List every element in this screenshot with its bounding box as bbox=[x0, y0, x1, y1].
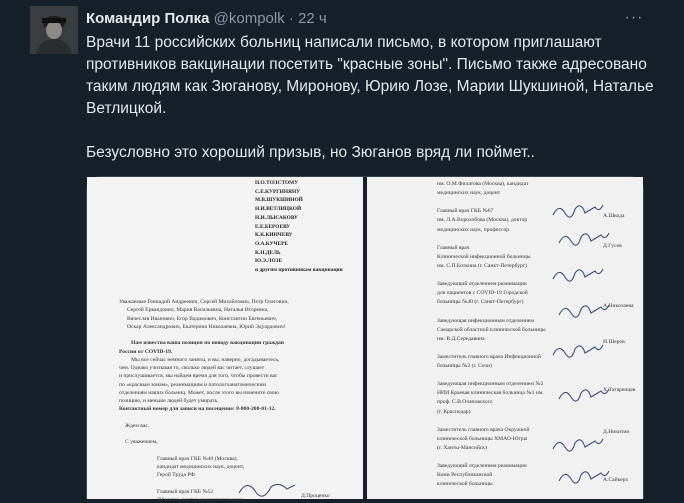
signer-title-line: Клинической инфекционной больницы bbox=[437, 253, 531, 260]
signer-title-line: Главный врач bbox=[437, 244, 470, 251]
author-avatar[interactable] bbox=[30, 6, 78, 54]
signer-title-line: клинической больницы ХМАО-Югры bbox=[437, 435, 528, 442]
tweet-header bbox=[86, 9, 327, 29]
signer-title-line: Коми Республиканской bbox=[437, 472, 493, 479]
letter-line: С уважением, bbox=[125, 439, 158, 446]
signer-title-line: Главный врач ГКБ №67 bbox=[437, 208, 494, 215]
letter-line: по «красным зонам», реанимациям и патологоанатомическим bbox=[119, 381, 266, 388]
signature-image bbox=[237, 477, 297, 499]
signature-stroke bbox=[559, 305, 609, 317]
signer-name: Д.Никитин bbox=[603, 429, 630, 435]
avatar-photo bbox=[30, 6, 78, 54]
letter-page-left[interactable] bbox=[87, 177, 363, 503]
signer-name: А.Сайкерх bbox=[603, 477, 629, 483]
signer-title-line: Заведующий отделением реанимации bbox=[437, 281, 527, 288]
signer-name: Х.Татаренцев bbox=[603, 387, 636, 393]
letter-line: Уважаемые Геннадий Андреевич, Сергей Михайлович, Петр Олегович, bbox=[119, 299, 289, 305]
signature-stroke bbox=[559, 233, 609, 245]
signer-name: Д.Проценко bbox=[301, 493, 330, 499]
tweet-timestamp[interactable]: 22 ч bbox=[298, 10, 327, 27]
addressee: О.А.КУЧЕРЕ bbox=[255, 240, 288, 247]
addressee-list bbox=[255, 179, 343, 275]
signature-stroke bbox=[553, 439, 603, 451]
author-name[interactable]: Командир Полка bbox=[86, 10, 210, 27]
addressee: М.В.ШУКШИНОЙ bbox=[255, 197, 303, 204]
signature-stroke bbox=[559, 389, 609, 401]
addressee: К.К.КИНЧЕВУ bbox=[255, 232, 293, 239]
signer-title-line: им. В.Д.Середавина bbox=[437, 335, 485, 342]
signature-stroke bbox=[553, 269, 603, 281]
letter-line: Контактный номер для записи на посещение: 8-800-200-01-12. bbox=[119, 406, 276, 413]
signer-title-line: (г. Краснодар) bbox=[437, 408, 471, 415]
signer-title-line: Самарской областной клинической больницы bbox=[437, 326, 546, 333]
letter-line: Мы все сейчас немного заняты, и вы, наверно, догадываетесь, bbox=[131, 356, 280, 363]
signature-images bbox=[367, 177, 643, 499]
letter-line: Нам известна ваша позиция по поводу вакцинации граждан bbox=[131, 340, 285, 347]
separator-dot: · bbox=[288, 10, 294, 27]
letter-line: Главный врач ГКБ №40 (Москва), bbox=[157, 455, 238, 462]
addressee: Н.И.ЛЫСАКОВУ bbox=[255, 214, 298, 221]
tweet-text bbox=[86, 32, 666, 164]
signer-title-line: НИИ Краевая клиническая больница №1 им. bbox=[437, 390, 544, 397]
letter-line: позицию, и меньше людей будет умирать. bbox=[119, 398, 219, 404]
letter-line: Оскар Александрович, Екатерина Николаевна, Юрий Эдуардович! bbox=[127, 323, 286, 330]
addressee: и другим противникам вакцинации bbox=[255, 267, 343, 274]
signer-name: И.Шеров bbox=[603, 339, 625, 345]
signer-title-line: медицинских наук, доцент bbox=[437, 190, 501, 197]
signer-title-line: для пациентов с COVID-19 Городской bbox=[437, 290, 528, 297]
letter-line: кандидат медицинских наук, доцент, bbox=[157, 464, 245, 470]
tweet-paragraph-1: Врачи 11 российских больниц написали письмо, в котором приглашают противников вакцинации посетить "красные зоны". Письмо также адресовано таким людям как Зюганову, Миронову, Юрию Лозе, Марии Шукшиной, Наталье Ветлицкой. bbox=[86, 34, 654, 117]
addressee: П.О.ТОЛСТОМУ bbox=[255, 180, 299, 186]
signer-title-line: Заместитель главного врача Окружной bbox=[437, 426, 530, 433]
letter-line: Ждем вас. bbox=[125, 422, 150, 429]
more-dots-icon[interactable]: ··· bbox=[624, 9, 644, 26]
signer-name: Д.Гусев bbox=[603, 243, 622, 249]
signature-stroke bbox=[553, 345, 603, 357]
signer-title-line: Заведующая инфекционным отделением bbox=[437, 317, 534, 324]
signer-title-line: больницы №2 (г. Сочи) bbox=[437, 363, 492, 369]
letter-line: (Москва), доктор медицинских наук, bbox=[157, 497, 245, 503]
signer-title-line: Заведующий отделением реанимации bbox=[437, 463, 527, 470]
signer-title-line: им. Л.А.Ворохобова (Москва), доктор bbox=[437, 217, 528, 224]
addressee: Е.Е.БЕРОЕВУ bbox=[255, 223, 291, 230]
signer-title-line: медицинских наук, профессор bbox=[437, 226, 510, 233]
signer-title-line: Заведующая инфекционным отделением №2 bbox=[437, 381, 544, 388]
signature-stroke bbox=[559, 471, 609, 483]
addressee: Н.И.ВЕТЛИЦКОЙ bbox=[255, 206, 302, 213]
letter-line: Герой Труда РФ bbox=[157, 472, 195, 479]
letter-line: Вячеслав Иванович, Егор Вадимович, Константин Евгеньевич, bbox=[127, 315, 278, 322]
letter-line: Сергей Ервандович, Мария Васильевна, Наталья Игоревна, bbox=[127, 307, 269, 314]
letter-line: и прислушивается, мы найдем время для того, чтобы провести вас bbox=[119, 373, 278, 380]
signer-title-line: им. О.М.Филатова (Москва), кандидат bbox=[437, 181, 529, 187]
signer-title-line: им. С.П.Боткина (г. Санкт-Петербург) bbox=[437, 262, 527, 269]
letter-page-right[interactable] bbox=[367, 177, 643, 499]
signer-title-line: (г. Ханты-Мансийск) bbox=[437, 444, 487, 451]
signer-title-line: больницы №40 (г. Санкт-Петербург) bbox=[437, 299, 524, 306]
signature-stroke bbox=[553, 205, 603, 217]
addressee: С.Е.КУРГИНЯНУ bbox=[255, 188, 301, 195]
signer-title-line: проф. С.В.Очаповского bbox=[437, 399, 493, 406]
signer-name: А.Шкода bbox=[603, 213, 625, 219]
signer-title-line: клинической больницы bbox=[437, 481, 493, 488]
letter-line: России от COVID-19. bbox=[119, 348, 173, 355]
addressee: К.Н.ДЕЛЬ bbox=[255, 249, 281, 256]
tweet-paragraph-2: Безусловно это хороший призыв, но Зюганов вряд ли поймет.. bbox=[86, 144, 535, 161]
signer-name: А.Николаева bbox=[603, 303, 634, 309]
signer-title-line: Заместитель главного врача Инфекционной bbox=[437, 353, 541, 360]
author-handle[interactable]: @kompolk bbox=[213, 10, 285, 27]
letter-line: отделениям наших больниц. Может, после этого вы измените свою bbox=[119, 389, 279, 396]
letter-line: чем. Однако учитывая то, сколько людей вас читает, слушает bbox=[119, 365, 265, 371]
letter-line: Главный врач ГКБ №52 bbox=[157, 488, 214, 495]
tweet-media[interactable] bbox=[86, 176, 644, 503]
addressee: Ю.Э.ЛОЗЕ bbox=[255, 258, 283, 265]
